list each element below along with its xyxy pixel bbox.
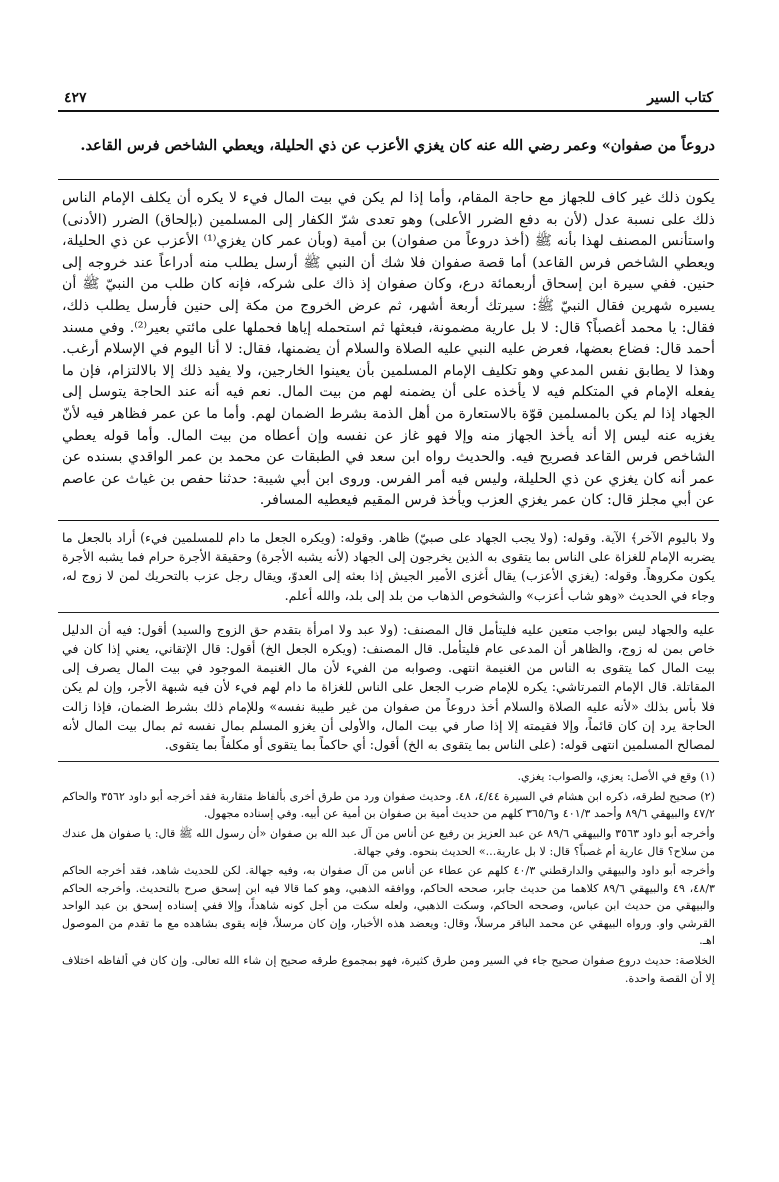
matn-paragraph: دروعاً من صفوان» وعمر رضي الله عنه كان يغزي الأعزب عن ذي الحليلة، ويعطي الشاخص فرس القاعد. xyxy=(80,136,715,154)
footnote-divider xyxy=(58,761,719,762)
secondary-commentary xyxy=(58,523,719,610)
commentary-paragraph-2: عليه والجهاد ليس بواجب متعين عليه فليتأمل قال المصنف: (ولا عبد ولا امرأة بتقدم حق الزوج والسيد) أقول: فيه أن الدليل خاص بمن له زوج، والظاهر أن المدعى عام فليتأمل. قال المصنف: (ويكره الجعل الخ) أقول: قال الإتقاني، يعني إذا كان في بيت المال كما يتقوى به الناس من الغنيمة انتهى. وصوابه من الفيء لأن مال الغنيمة الموجود في بيت المال يصرف إلى المقاتلة. قال الإمام التمرتاشي: يكره للإمام ضرب الجعل على الناس للغزاة ما دام لهم فيء لأن فيه شبهة الأجر، وإن لم يكن فلا بأس بذلك «لأنه عليه الصلاة والسلام أخذ دروعاً من صفوان من غير طيبة نفسه» وللإمام ذلك بشرط الضمان، فإذا زالت الحاجة يرد إن كان قائماً، وإلا فقيمته إلا إذا صار في بيت المال، والأولى أن يغزو المسلم بمال نفسه ثم بمال بيت المال لأنه لمصالح المسلمين انتهى قوله: (على الناس بما يتقوى به الخ) أقول: أي حاكماً بما يتقوى أو مكلفاً بما يتقوى. xyxy=(62,621,715,752)
section-divider xyxy=(58,612,719,613)
book-title: كتاب السير xyxy=(647,90,713,106)
section-divider xyxy=(58,520,719,521)
main-commentary xyxy=(58,182,719,518)
tertiary-commentary xyxy=(58,615,719,759)
page-header xyxy=(58,90,719,112)
main-paragraph: يكون ذلك غير كاف للجهاز مع حاجة المقام، وأما إذا لم يكن في بيت المال فيء لا يكره أن يكلف الإمام الناس ذلك على نسبة عدل (لأن به دفع الضرر الأعلى) وهو تعدى شرّ الكفار إلى المسلمين (بإلحاق) الضرر (الأدنى) واستأنس المصنف لهذا بأنه ﷺ (أخذ دروعاً من صفوان) بن أمية (وبأن عمر كان يغزي⁽¹⁾ الأعزب عن ذي الحليلة، ويعطي الشاخص فرس القاعد) أما قصة صفوان فلا شك أن النبي ﷺ أرسل يطلب منه أدراعاً عند خروجه إلى حنين. ففي سيرة ابن إسحاق أربعمائة درع، وكان صفوان إذ ذاك على شركه، فإنه كان طلب من النبيّ ﷺ أن يسيره شهرين فقال النبيّ ﷺ: سيرتك أربعة أشهر، ثم عرض الخروج من مكة إلى حنين فأرسل يطلب ذلك، فقال: يا محمد أغصباً؟ قال: لا بل عارية مضمونة، فبعثها ثم استحمله إياها فحملها على مائتي بعير⁽²⁾. وفي مسند أحمد قال: فضاع بعضها، فعرض عليه النبي عليه الصلاة والسلام أن يضمنها، فقال: لا أنا اليوم في الإسلام أرغب. وهذا لا يطابق نفس المدعي وهو تكليف الإمام المسلمين بأن يعينوا الخارجين، ولا يفيد ذلك إلا بالالتزام، فإن ما يفعله الإمام في المتكلم فيه لا يأخذه على أن يضمنه لهم من بيت المال. نعم فيه أنه عند الحاجة يتوسل إلى الجهاد إذا لم يكن بالمسلمين قوّة بالاستعارة من أهل الذمة بشرط الضمان لهم. وأما ما عن عمر فظاهر فيه لأنّ يغزيه عنه ليس إلا أنه يأخذ الجهاز منه وإلا فهو غاز عن نفسه وإن أعطاه من بيت المال. وأما قوله يعطي الشاخص فرس القاعد فصريح فيه. والحديث رواه ابن سعد في الطبقات عن محمد بن عمر الواقدي بسنده عن عمر أنه كان يغزي عن ذي الحليلة، وليس فيه أمر الفرس. وروى ابن أبي شيبة: حدثنا حفص بن غياث عن عاصم عن أبي مجلز قال: كان عمر يغزي العزب ويأخذ فرس المقيم فيعطيه المسافر. xyxy=(62,190,716,509)
matn-text xyxy=(58,112,719,177)
footnote: وأخرجه أبو داود ٣٥٦٣ والبيهقي ٨٩/٦ عن عبد العزيز بن رفيع عن أناس من آل عبد الله بن صفوان «أن رسول الله ﷺ قال: يا صفوان هل عندك من سلاح؟ قال عارية أم غصباً؟ قال: لا بل عارية...» الحديث بنحوه. وفي جهالة. xyxy=(62,826,715,858)
page-number: ٤٢٧ xyxy=(64,90,87,106)
commentary-paragraph-1: ولا باليوم الآخر﴾ الآية. وقوله: (ولا يجب الجهاد على صبيّ) ظاهر. وقوله: (ويكره الجعل ما دام للمسلمين فيء) أراد بالجعل ما يضربه الإمام للغزاة على الناس بما يتقوى به الذين يخرجون إلى الجهاد (لأنه يشبه الأجرة) وحقيقة الأجرة حرام فما يشبه الأجرة يكون مكروهاً. وقوله: (يغزي الأعزب) يقال أغزى الأمير الجيش إذا بعثه إلى العدوّ، ويقال رجل عزب بالتحريك لمن لا زوج له، وجاء في الحديث «وهو شاب أعزب» والشخوص الذهاب من بلد إلى بلد، والله أعلم. xyxy=(62,529,715,603)
footnote: (١) وقع في الأصل: يعزي، والصواب: يغزي. xyxy=(517,770,715,784)
section-divider xyxy=(58,179,719,180)
footnote-summary: الخلاصة: حديث دروع صفوان صحيح جاء في السير ومن طرق كثيرة، فهو بمجموع طرقه صحيح إن شاء الله تعالى. وإن كان في ألفاظه اختلاف إلا أن القصة واحدة. xyxy=(62,954,715,985)
footnotes xyxy=(58,764,719,993)
footnote: (٢) صحيح لطرقه، ذكره ابن هشام في السيرة ٤/٤٤، ٤٨. وحديث صفوان ورد من طرق أخرى بألفاظ متقاربة فقد أخرجه أبو داود ٣٥٦٢ والحاكم ٤٧/٢ والبيهقي ٨٩/٦ وأحمد ٤٠١/٣ و٣٦٥/٦ كلهم من حديث أمية بن صفوان بن أمية عن أبيه. وفي إسناده مجهول. xyxy=(62,789,716,821)
footnote: وأخرجه أبو داود والبيهقي والدارقطني ٤٠/٣ كلهم عن عطاء عن أناس من آل صفوان به، وفيه جهالة. لكن للحديث شاهد، فقد أخرجه الحاكم ٤٨/٣، ٤٩ والبيهقي ٨٩/٦ كلاهما من حديث جابر، صححه الحاكم، ووافقه الذهبي، وهو كما قالا فيه ابن إسحق صرح بالتحديث. وأخرجه الحاكم والبيهقي من حديث ابن عباس، وصححه الحاكم، وسكت الذهبي، ولعله سكت من أجل كونه شاهداً، وإلا ففي إسناده إسحق بن عبد الواحد القرشي واو. ورواه البيهقي عن محمد الباقر مرسلاً، وقال: ويعضد هذه الأخبار، وإن كان مرسلاً، فإنه يقوى بشاهده مع ما تقدم من الموصول اهـ. xyxy=(62,864,715,948)
